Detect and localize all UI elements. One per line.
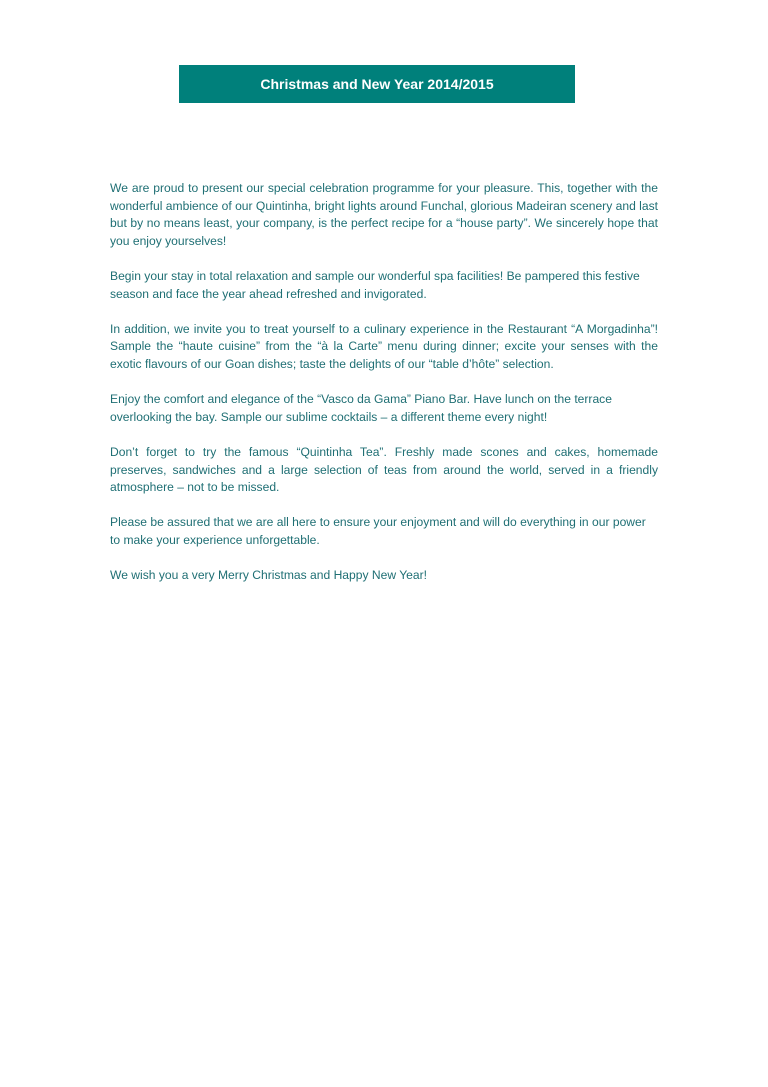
body-text [110,180,658,602]
paragraph-piano-bar: Enjoy the comfort and elegance of the “Vasco da Gama” Piano Bar. Have lunch on the terrace overlooking the bay. Sample our sublime cocktails – a different theme every night! [110,392,612,424]
paragraph-wishes: We wish you a very Merry Christmas and Happy New Year! [110,568,428,583]
paragraph-quintinha-tea: Don’t forget to try the famous “Quintinha Tea”. Freshly made scones and cakes, homemade preserves, sandwiches and a large selection of teas from around the world, served in a friendly atmosphere – not to be missed. [110,444,658,495]
paragraph-spa: Begin your stay in total relaxation and sample our wonderful spa facilities! Be pampered this festive season and face the year ahead refreshed and invigorated. [110,268,640,301]
page-title: Christmas and New Year 2014/2015 [260,76,494,92]
paragraph-restaurant: In addition, we invite you to treat yourself to a culinary experience in the Restaurant “A Morgadinha”! Sample the “haute cuisine” from the “à la Carte” menu during dinner; excite your senses with the exotic flavours of our Goan dishes; taste the delights of our “table d’hôte” selection. [110,321,658,371]
title-banner [179,65,575,103]
paragraph-assurance: Please be assured that we are all here to ensure your enjoyment and will do everything in our power to make your experience unforgettable. [110,515,646,547]
paragraph-intro: We are proud to present our special celebration programme for your pleasure. This, together with the wonderful ambience of our Quintinha, bright lights around Funchal, glorious Madeiran scenery and last but by no means least, your company, is the perfect recipe for a “house party”. We sincerely hope that you enjoy yourselves! [110,181,658,248]
